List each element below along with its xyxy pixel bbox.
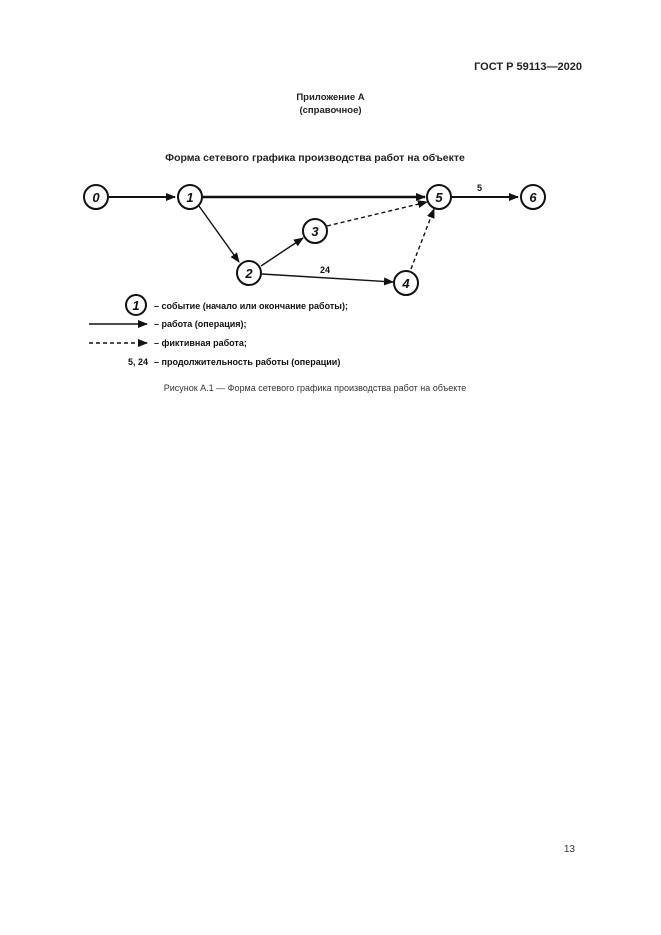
edge-2-3	[261, 238, 303, 266]
event-node-3	[303, 219, 327, 243]
appendix-status: (справочное)	[299, 105, 362, 116]
node-label: 4	[402, 276, 410, 291]
edge-4-5	[411, 209, 434, 269]
edge-2-4	[262, 274, 393, 282]
legend-event-text: – событие (начало или окончание работы);	[154, 301, 348, 311]
standard-code: ГОСТ Р 59113—2020	[474, 61, 582, 73]
node-label: 1	[186, 190, 194, 205]
legend-work-text: – работа (операция);	[154, 319, 247, 329]
event-node-6	[521, 185, 545, 209]
event-node-5	[427, 185, 451, 209]
node-label: 3	[311, 224, 319, 239]
duration-label-2-4: 24	[320, 265, 331, 275]
legend-duration-text: – продолжительность работы (операции)	[154, 357, 341, 367]
event-node-2	[237, 261, 261, 285]
node-label: 6	[529, 190, 537, 205]
figure-caption: Рисунок А.1 — Форма сетевого графика производства работ на объекте	[163, 383, 467, 393]
legend-duration-symbol: 5, 24	[127, 357, 148, 367]
appendix-title: Приложение А	[296, 92, 365, 103]
legend-event-symbol	[126, 295, 146, 315]
node-label: 0	[92, 190, 100, 205]
legend-dummy-text: – фиктивная работа;	[154, 338, 247, 348]
edge-1-2	[199, 206, 239, 262]
node-label: 2	[245, 266, 253, 281]
event-node-4	[394, 271, 418, 295]
duration-label-5-6: 5	[477, 183, 483, 193]
event-node-1	[178, 185, 202, 209]
edge-3-5	[327, 202, 427, 226]
figure-title: Форма сетевого графика производства работ на объекте	[165, 152, 465, 164]
node-label: 5	[435, 190, 443, 205]
page-number: 13	[563, 844, 575, 855]
event-node-0	[84, 185, 108, 209]
legend	[89, 295, 348, 367]
legend-event-number: 1	[132, 298, 140, 313]
